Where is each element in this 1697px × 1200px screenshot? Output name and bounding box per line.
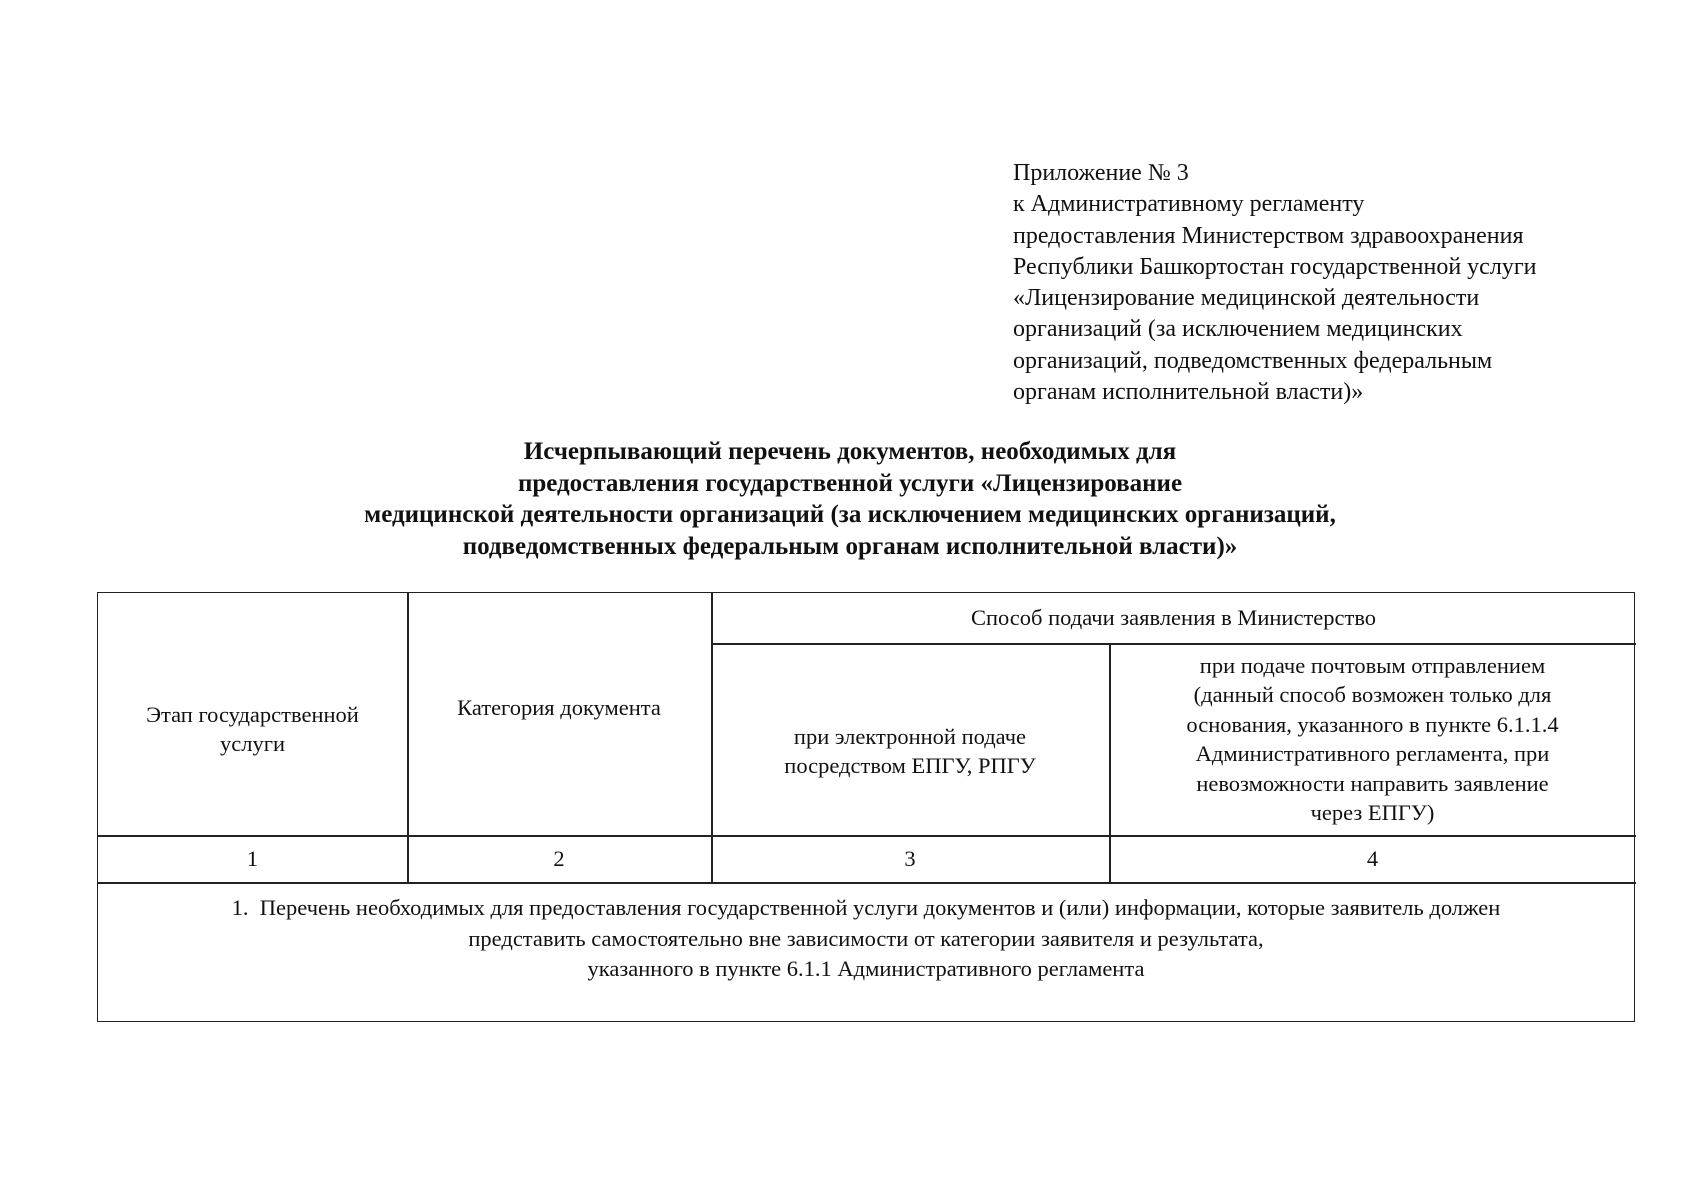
header-postal-line: невозможности направить заявление [1196,770,1549,796]
title-line: предоставления государственной услуги «Лицензирование [517,469,1183,497]
header-electronic [711,643,1109,835]
appendix-line: предоставления Министерством здравоохранения [1013,222,1524,249]
header-stage [98,593,407,835]
section-1-number: 1. [231,895,249,920]
header-submission-method [711,593,1636,643]
header-stage-line: Этап государственной [146,701,359,727]
column-number: 1 [246,846,259,872]
header-postal-line: основания, указанного в пункте 6.1.1.4 [1186,711,1559,737]
title-line: медицинской деятельности организаций (за исключением медицинских организаций, [364,501,1336,528]
header-postal-line: (данный способ возможен только для [1193,682,1552,707]
appendix-line: органам исполнительной власти)» [1013,379,1364,406]
header-electronic-line: посредством ЕПГУ, РПГУ [784,753,1036,778]
appendix-line: «Лицензирование медицинской деятельности [1013,285,1480,312]
header-submission-method-label: Способ подачи заявления в Министерство [970,605,1377,631]
appendix-line: к Административному регламенту [1013,191,1365,218]
documents-table [97,592,1635,1022]
column-number: 3 [904,846,916,872]
appendix-header [1013,158,1673,408]
header-postal [1109,643,1636,835]
appendix-line: Приложение № 3 [1013,160,1189,186]
title-line: подведомственных федеральным органам исполнительной власти)» [462,532,1238,560]
appendix-line: организаций (за исключением медицинских [1013,316,1463,343]
section-1-line: указанного в пункте 6.1.1 Административного регламента [587,956,1145,981]
header-postal-line: Административного регламента, при [1195,741,1550,766]
header-category-label: Категория документа [457,695,661,721]
appendix-line: организаций, подведомственных федеральным [1013,347,1493,374]
header-category [407,593,711,835]
column-number: 2 [553,846,565,872]
document-title [300,436,1400,562]
header-electronic-line: при электронной подаче [793,723,1027,749]
header-postal-line: через ЕПГУ) [1310,800,1435,825]
section-1-line: Перечень необходимых для предоставления государственной услуги документов и (или) информации, которые заявитель должен [259,895,1501,920]
section-1-first-line [98,893,1634,924]
header-postal-line: при подаче почтовым отправлением [1199,652,1546,678]
appendix-line: Республики Башкортостан государственной услуги [1013,253,1537,280]
section-1-row [98,883,1634,985]
column-number: 4 [1366,846,1379,872]
title-line: Исчерпывающий перечень документов, необходимых для [523,438,1177,465]
section-1-line: представить самостоятельно вне зависимости от категории заявителя и результата, [468,925,1264,951]
header-stage-line: услуги [220,731,285,756]
